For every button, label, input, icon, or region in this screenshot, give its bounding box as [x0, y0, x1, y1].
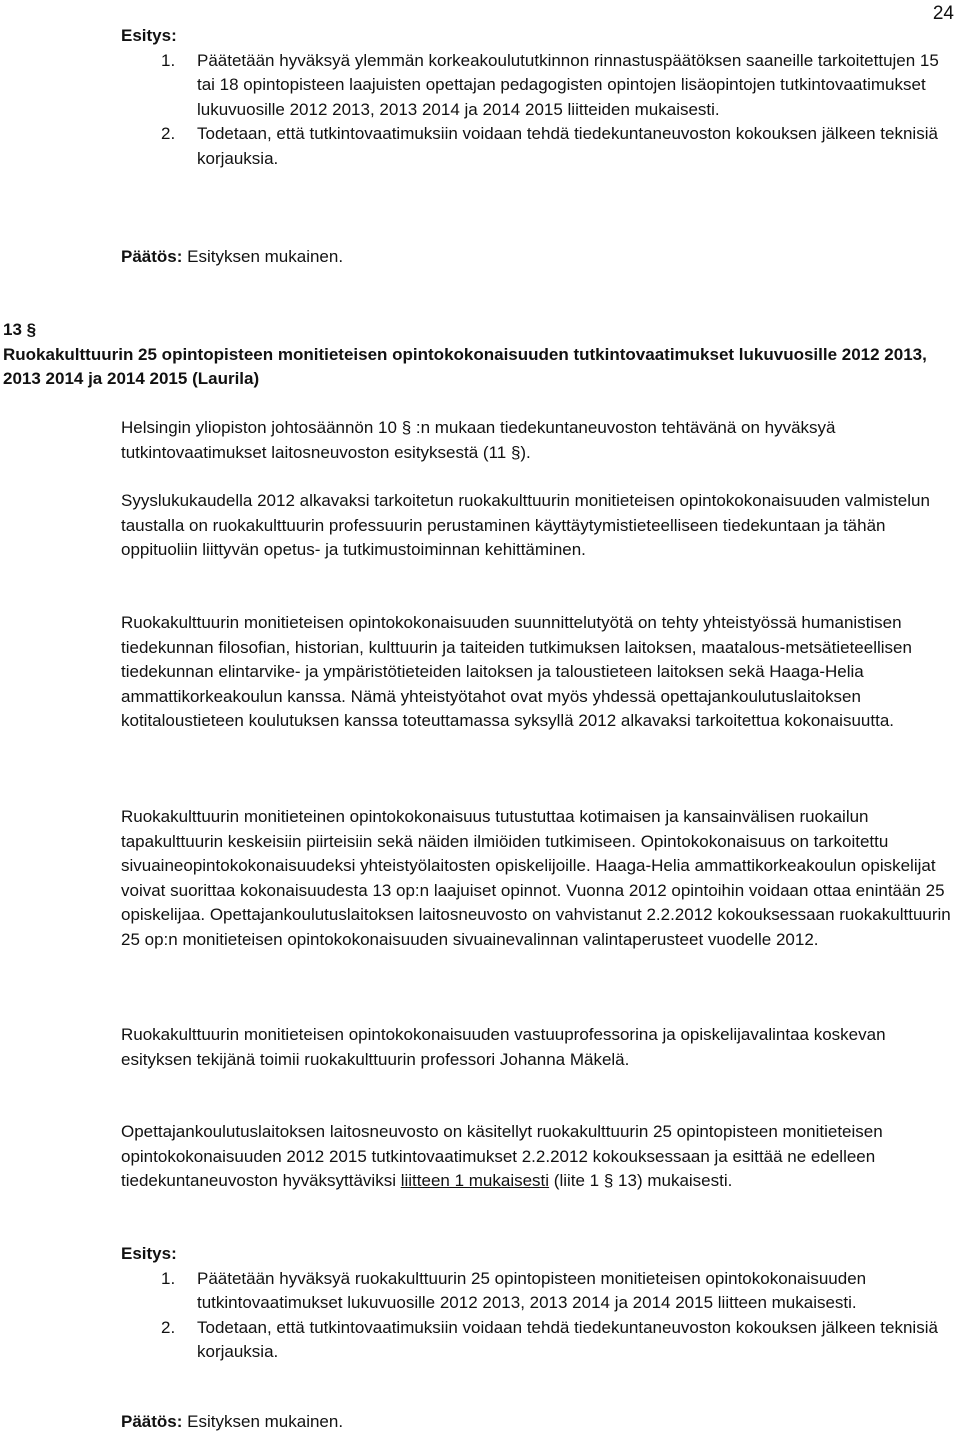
attachment-link[interactable]: liitteen 1 mukaisesti — [400, 1171, 550, 1190]
list-number: 2. — [161, 1317, 176, 1337]
top-proposal-list — [0, 49, 951, 172]
paragraph-text: (liite 1 § 13) mukaisesti. — [549, 1171, 733, 1190]
list-item — [121, 1267, 951, 1316]
section-heading — [3, 318, 953, 392]
list-item-text: Todetaan, että tutkintovaatimuksiin voidaan tehdä tiedekuntaneuvoston kokouksen jälkeen teknisiä korjauksia. — [197, 1317, 938, 1361]
bottom-proposal-list — [0, 1267, 951, 1365]
list-item — [121, 122, 951, 171]
list-item — [121, 1316, 951, 1365]
list-item — [121, 49, 951, 123]
decision-bottom — [121, 1410, 951, 1435]
page-number: 24 — [932, 3, 954, 24]
top-proposal — [121, 24, 951, 171]
list-number: 2. — [161, 124, 176, 143]
paragraph — [121, 1120, 951, 1194]
section-title: Ruokakulttuurin 25 opintopisteen monitieteisen opintokokonaisuuden tutkintovaatimukset lukuvuosille 2012 2013, 2013 2014 ja 2014 2015 (Laurila) — [3, 344, 927, 388]
paragraph: Ruokakulttuurin monitieteisen opintokokonaisuuden vastuuprofessorina ja opiskelijavalintaa koskevan esityksen tekijänä toimii ruokakulttuurin professori Johanna Mäkelä. — [121, 1025, 886, 1069]
paatos-label: Päätös: — [121, 247, 183, 266]
list-item-text: Todetaan, että tutkintovaatimuksiin voidaan tehdä tiedekuntaneuvoston kokouksen jälkeen teknisiä korjauksia. — [197, 124, 938, 168]
paatos-text: Esityksen mukainen. — [187, 247, 344, 266]
section-symbol: § — [26, 320, 37, 339]
paragraph: Ruokakulttuurin monitieteinen opintokokonaisuus tutustuttaa kotimaisen ja kansainvälisen ruokailun tapakulttuurin keskeisiin piirteisiin sekä näiden ilmiöiden tutkimiseen. Opintokokonaisuus on tarkoitettu sivuaineopintokokonaisuudeksi yhteistyölaitosten opiskelijoille. Haaga-Helia ammattikorkeakoulun opiskelijat voivat suorittaa kokonaisuudesta 13 op:n laajuiset opinnot. Vuonna 2012 opintoihin voidaan ottaa enintään 25 opiskelijaa. Opettajankoulutuslaitoksen laitosneuvosto on vahvistanut 2.2.2012 kokouksessaan ruokakulttuurin 25 op:n monitieteisen opintokokonaisuuden sivuainevalinnan valintaperusteet vuodelle 2012. — [121, 807, 951, 949]
esitys-label: Esitys: — [121, 1244, 177, 1263]
paatos-label: Päätös: — [121, 1412, 183, 1431]
paragraph: Helsingin yliopiston johtosäännön 10 § :n mukaan tiedekuntaneuvoston tehtävänä on hyväksyä tutkintovaatimukset laitosneuvoston esityksestä (11 §). — [121, 418, 836, 462]
section-number: 13 — [3, 320, 22, 339]
list-item-text: Päätetään hyväksyä ylemmän korkeakoulututkinnon rinnastuspäätöksen saaneille tarkoitettujen 15 tai 18 opintopisteen laajuisten opettajan pedagogisten opintojen lisäopintojen tutkintovaatimukset lukuvuosille 2012 2013, 2013 2014 ja 2014 2015 liitteiden mukaisesti. — [197, 50, 939, 119]
list-item-text: Päätetään hyväksyä ruokakulttuurin 25 opintopisteen monitieteisen opintokokonaisuuden tutkintovaatimukset lukuvuosille 2012 2013, 2013 2014 ja 2014 2015 liitteen mukaisesti. — [197, 1268, 867, 1312]
paragraph-text: Opettajankoulutuslaitoksen laitosneuvosto on käsitellyt ruokakulttuurin 25 opintopisteen monitieteisen opintokokonaisuuden 2012 2015 tutkintovaatimukset 2.2.2012 kokouksessaan ja esittää ne edelleen tiedekuntaneuvoston hyväksyttäviksi — [121, 1122, 883, 1190]
esitys-label: Esitys: — [121, 26, 177, 45]
paragraph: Ruokakulttuurin monitieteisen opintokokonaisuuden suunnittelutyötä on tehty yhteistyössä humanistisen tiedekunnan filosofian, historian, kulttuurin ja taiteiden tutkimuksen laitoksen, maatalous-metsätieteellisen tiedekunnan elintarvike- ja ympäristötieteiden laitoksen ja taloustieteen laitoksen sekä Haaga-Helia ammattikorkeakoulun kanssa. Nämä yhteistyötahot ovat myös yhdessä opettajankoulutuslaitoksen kotitaloustieteen koulutuksen kanssa toteuttamassa syksyllä 2012 alkavaksi tarkoitettua kokonaisuutta. — [121, 613, 912, 730]
paatos-text: Esityksen mukainen. — [187, 1412, 344, 1431]
list-number: 1. — [161, 50, 176, 70]
paragraph: Syyslukukaudella 2012 alkavaksi tarkoitetun ruokakulttuurin monitieteisen opintokokonaisuuden valmistelun taustalla on ruokakulttuurin professuurin perustaminen käyttäytymistieteelliseen tiedekuntaan ja tähän oppituoliin liittyvän opetus- ja tutkimustoiminnan kehittäminen. — [121, 491, 930, 559]
decision-top — [121, 245, 951, 270]
bottom-proposal — [121, 1242, 951, 1365]
list-number: 1. — [161, 1268, 176, 1288]
